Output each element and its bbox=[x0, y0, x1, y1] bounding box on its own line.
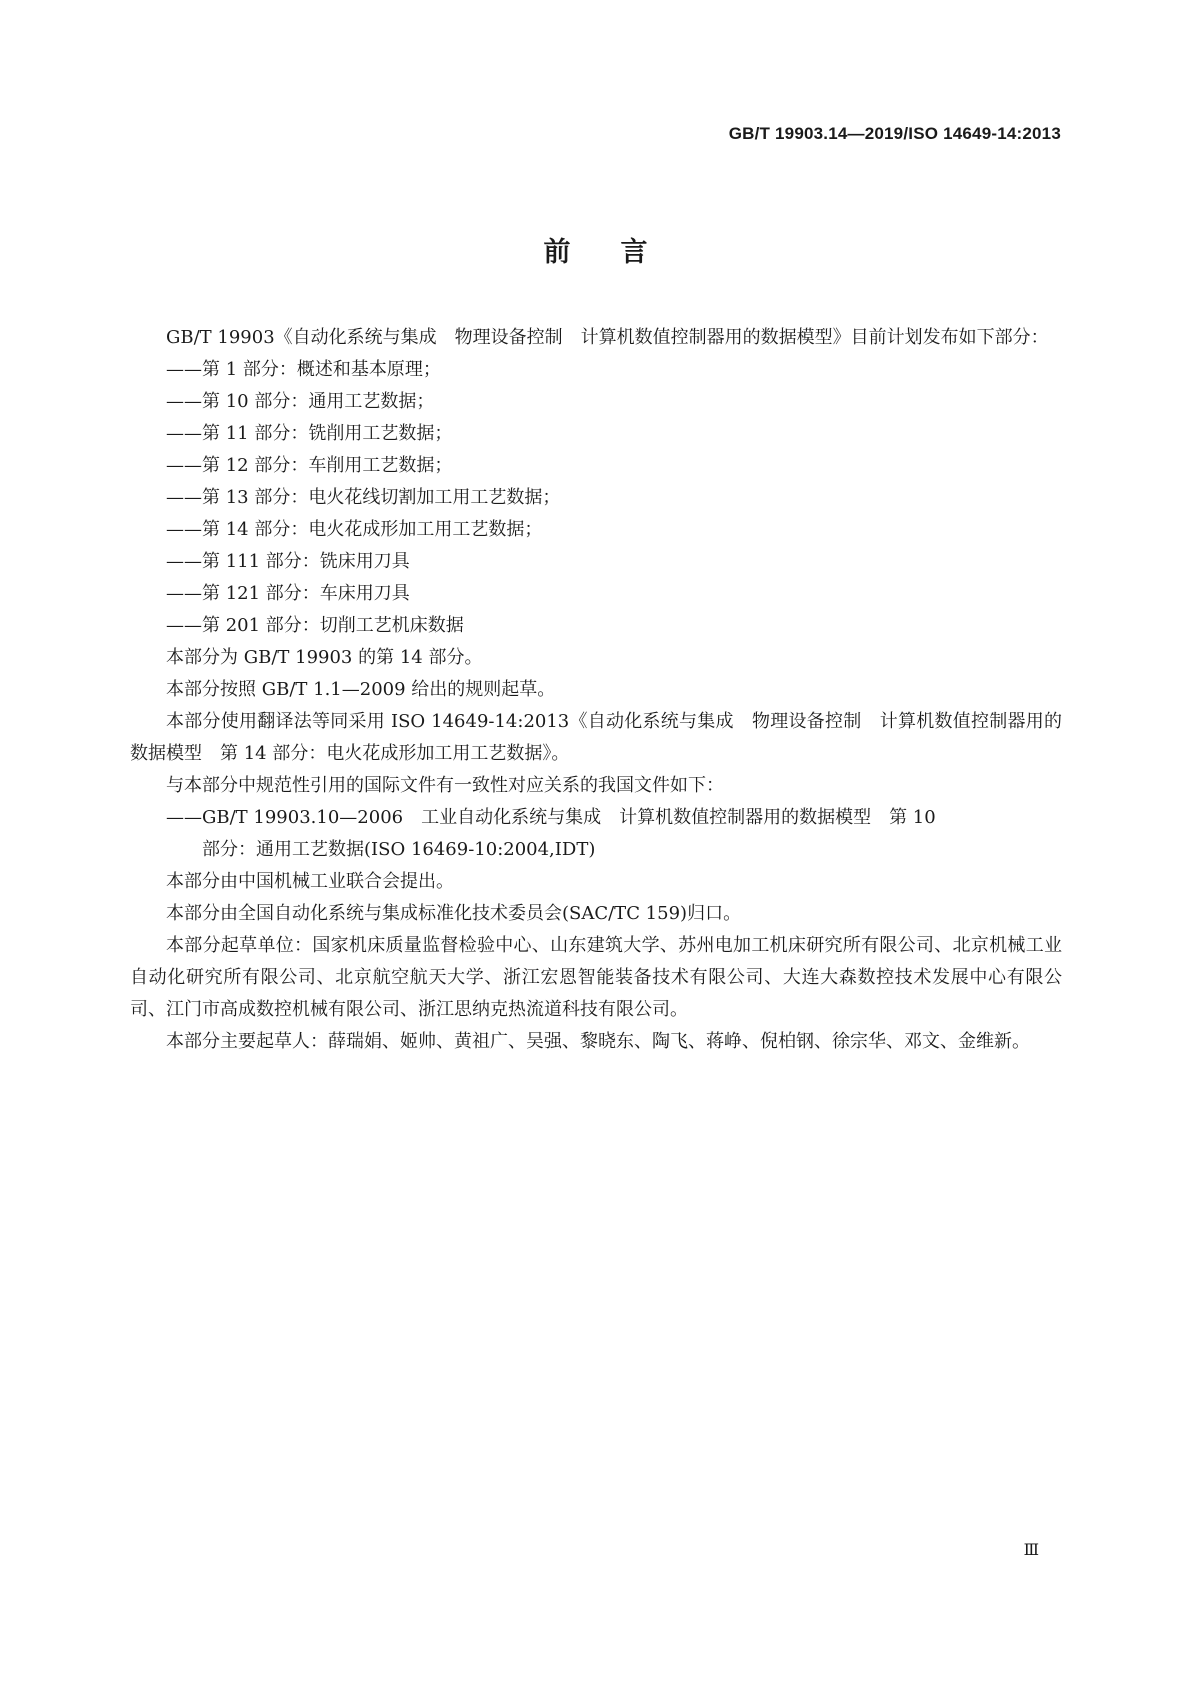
part-item-13: ——第 13 部分：电火花线切割加工用工艺数据； bbox=[166, 487, 561, 508]
page-number: Ⅲ bbox=[1023, 1540, 1039, 1559]
drafters: 本部分主要起草人：薛瑞娟、姬帅、黄祖广、吴强、黎晓东、陶飞、蒋峥、倪柏钢、徐宗华、邓文、金维新。 bbox=[166, 1031, 1030, 1052]
part-statement: 本部分为 GB/T 19903 的第 14 部分。 bbox=[166, 647, 483, 668]
part-item-14: ——第 14 部分：电火花成形加工用工艺数据； bbox=[166, 519, 543, 540]
intro-paragraph: GB/T 19903《自动化系统与集成 物理设备控制 计算机数值控制器用的数据模型》目前计划发布如下部分： bbox=[166, 327, 1049, 348]
part-item-201: ——第 201 部分：切削工艺机床数据 bbox=[166, 615, 464, 636]
drafting-rules: 本部分按照 GB/T 1.1—2009 给出的规则起草。 bbox=[166, 679, 556, 700]
part-item-12: ——第 12 部分：车削用工艺数据； bbox=[166, 455, 453, 476]
committee-statement: 本部分由全国自动化系统与集成标准化技术委员会(SAC/TC 159)归口。 bbox=[166, 903, 742, 924]
reference-line-1: ——GB/T 19903.10—2006 工业自动化系统与集成 计算机数值控制器用的数据模型 第 10 bbox=[166, 807, 936, 828]
reference-item bbox=[130, 802, 1062, 866]
standard-identifier: GB/T 19903.14—2019/ISO 14649-14:2013 bbox=[728, 124, 1061, 143]
reference-line-2: 部分：通用工艺数据(ISO 16469-10:2004,IDT) bbox=[202, 839, 596, 860]
part-item-10: ——第 10 部分：通用工艺数据； bbox=[166, 391, 435, 412]
foreword-body bbox=[130, 322, 1062, 1058]
adoption-statement: 本部分使用翻译法等同采用 ISO 14649-14:2013《自动化系统与集成 物理设备控制 计算机数值控制器用的数据模型 第 14 部分：电火花成形加工用工艺数据》。 bbox=[130, 711, 1062, 764]
proposer-statement: 本部分由中国机械工业联合会提出。 bbox=[166, 871, 454, 892]
part-item-11: ——第 11 部分：铣削用工艺数据； bbox=[166, 423, 453, 444]
drafting-units: 本部分起草单位：国家机床质量监督检验中心、山东建筑大学、苏州电加工机床研究所有限公司、北京机械工业自动化研究所有限公司、北京航空航天大学、浙江宏恩智能装备技术有限公司、大连大森数控技术发展中心有限公司、江门市高成数控机械有限公司、浙江思纳克热流道科技有限公司。 bbox=[130, 935, 1062, 1020]
correspondence-intro: 与本部分中规范性引用的国际文件有一致性对应关系的我国文件如下： bbox=[166, 775, 724, 796]
part-item-1: ——第 1 部分：概述和基本原理； bbox=[166, 359, 441, 380]
page-title: 前言 bbox=[543, 237, 698, 268]
part-item-121: ——第 121 部分：车床用刀具 bbox=[166, 583, 410, 604]
part-item-111: ——第 111 部分：铣床用刀具 bbox=[166, 551, 410, 572]
